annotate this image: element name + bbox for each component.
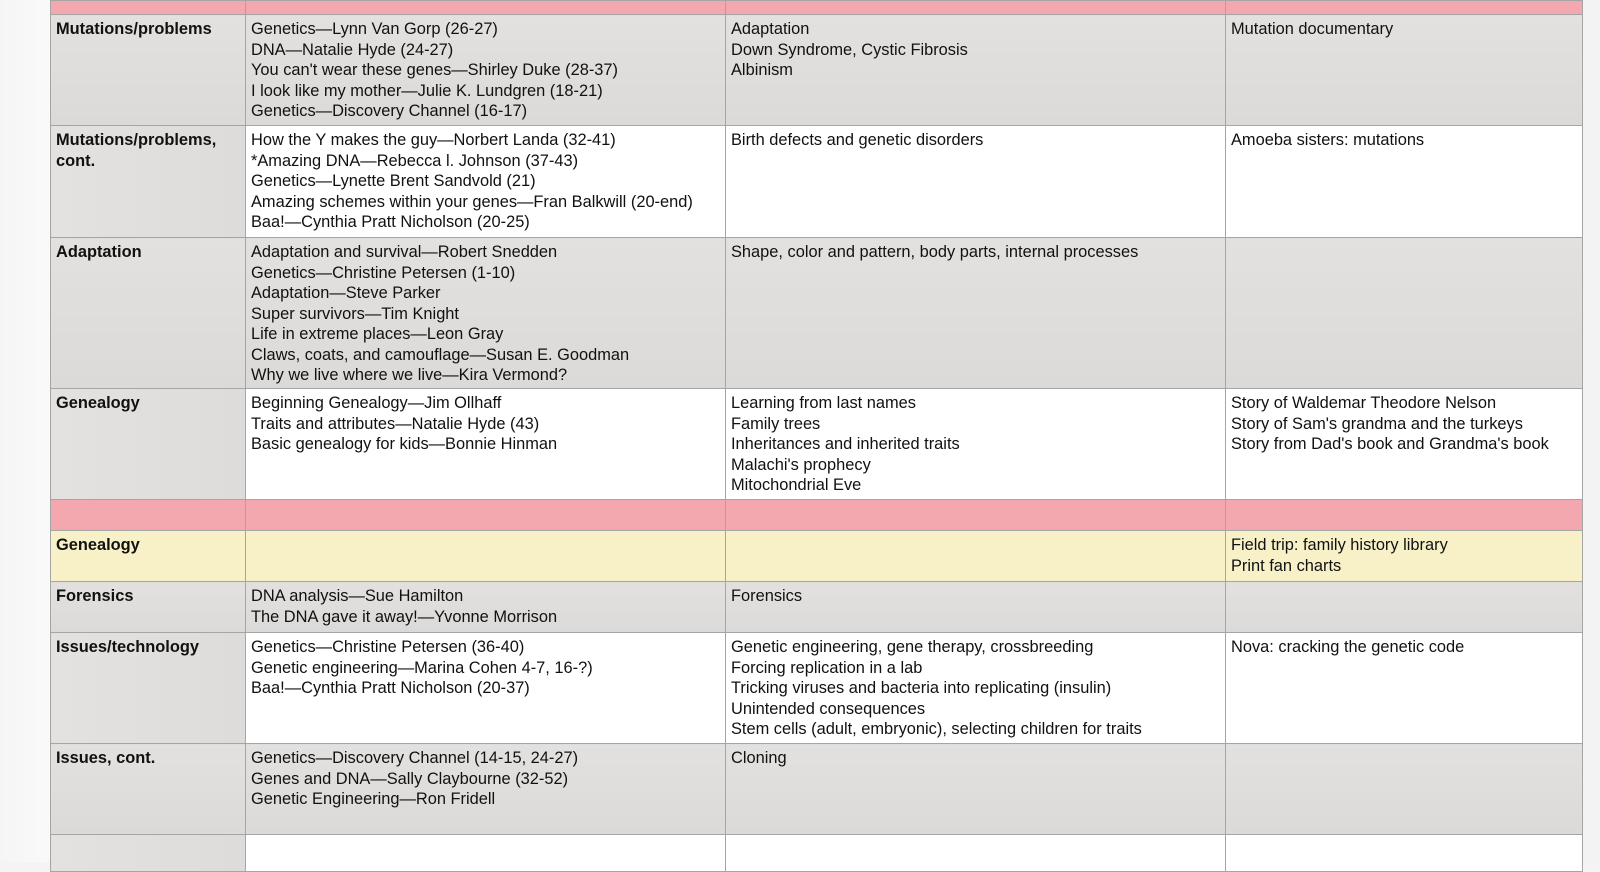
- topic-entry: Malachi's prophecy: [731, 455, 871, 474]
- books-cell: [246, 835, 726, 872]
- activity-entry: Print fan charts: [1231, 556, 1342, 575]
- topics-cell: [726, 238, 1226, 389]
- activities-cell: [1226, 633, 1583, 744]
- topics-cell: [726, 15, 1226, 126]
- topic-entry: Forcing replication in a lab: [731, 658, 923, 677]
- topic-entry: Down Syndrome, Cystic Fibrosis: [731, 40, 968, 59]
- pink-separator-row: [51, 500, 1583, 531]
- book-entry: Genetics—Lynn Van Gorp (26-27): [251, 20, 498, 38]
- row-topic: Genealogy: [51, 389, 246, 500]
- activities-cell: [1226, 582, 1583, 633]
- book-entry: Genetics—Discovery Channel (14-15, 24-27): [251, 749, 579, 767]
- row-topic: Forensics: [51, 582, 246, 633]
- topic-entry: Stem cells (adult, embryonic), selecting children for traits: [731, 720, 1142, 738]
- books-cell: [246, 126, 726, 238]
- curriculum-table: [50, 0, 1583, 872]
- topic-entry: Forensics: [731, 587, 803, 605]
- topic-entry: Adaptation: [731, 20, 810, 38]
- table-row: [51, 582, 1583, 633]
- row-topic: Mutations/problems: [51, 15, 246, 126]
- activities-cell: [1226, 835, 1583, 872]
- book-entry: The DNA gave it away!—Yvonne Morrison: [251, 607, 558, 626]
- topics-cell: [726, 744, 1226, 835]
- topic-entry: Unintended consequences: [731, 699, 926, 718]
- table-cell: [51, 1, 246, 15]
- topic-entry: Genetic engineering, gene therapy, crossbreeding: [731, 638, 1094, 656]
- books-cell: [246, 15, 726, 126]
- topics-cell: [726, 126, 1226, 238]
- topic-entry: Tricking viruses and bacteria into replicating (insulin): [731, 679, 1112, 697]
- book-entry: Baa!—Cynthia Pratt Nicholson (20-25): [251, 213, 530, 231]
- book-entry: Claws, coats, and camouflage—Susan E. Goodman: [251, 345, 630, 364]
- activity-entry: Story of Sam's grandma and the turkeys: [1231, 414, 1523, 433]
- row-topic: Mutations/problems, cont.: [51, 126, 246, 238]
- book-entry: Life in extreme places—Leon Gray: [251, 325, 504, 343]
- book-entry: Basic genealogy for kids—Bonnie Hinman: [251, 435, 558, 453]
- book-entry: DNA analysis—Sue Hamilton: [251, 587, 464, 605]
- activity-entry: Nova: cracking the genetic code: [1231, 638, 1465, 656]
- book-entry: Why we live where we live—Kira Vermond?: [251, 366, 568, 384]
- activity-entry: Amoeba sisters: mutations: [1231, 131, 1425, 149]
- book-entry: Adaptation and survival—Robert Snedden: [251, 243, 558, 261]
- book-entry: You can't wear these genes—Shirley Duke (28-37): [251, 61, 618, 79]
- activity-entry: Field trip: family history library: [1231, 536, 1448, 554]
- topics-cell: [726, 531, 1226, 582]
- book-entry: Genetics—Christine Petersen (1-10): [251, 263, 516, 282]
- row-topic: Adaptation: [51, 238, 246, 389]
- activities-cell: [1226, 126, 1583, 238]
- table-row: [51, 15, 1583, 126]
- books-cell: [246, 582, 726, 633]
- book-entry: Baa!—Cynthia Pratt Nicholson (20-37): [251, 679, 530, 697]
- row-topic: Issues, cont.: [51, 744, 246, 835]
- activity-entry: Mutation documentary: [1231, 20, 1394, 38]
- book-entry: Beginning Genealogy—Jim Ollhaff: [251, 394, 502, 412]
- book-entry: *Amazing DNA—Rebecca l. Johnson (37-43): [251, 151, 579, 170]
- row-topic: [51, 835, 246, 872]
- activities-cell: [1226, 238, 1583, 389]
- topics-cell: [726, 389, 1226, 500]
- table-cell: [246, 1, 726, 15]
- book-entry: How the Y makes the guy—Norbert Landa (32-41): [251, 131, 616, 149]
- activity-entry: Story of Waldemar Theodore Nelson: [1231, 394, 1497, 412]
- table-cell: [726, 500, 1226, 531]
- activities-cell: [1226, 531, 1583, 582]
- books-cell: [246, 389, 726, 500]
- book-entry: Adaptation—Steve Parker: [251, 284, 441, 302]
- topic-entry: Family trees: [731, 414, 821, 433]
- book-entry: Traits and attributes—Natalie Hyde (43): [251, 414, 540, 433]
- book-entry: I look like my mother—Julie K. Lundgren (18-21): [251, 81, 603, 100]
- table-row: [51, 835, 1583, 872]
- topic-entry: Birth defects and genetic disorders: [731, 131, 984, 149]
- topic-entry: Inheritances and inherited traits: [731, 435, 960, 453]
- book-entry: Genetic engineering—Marina Cohen 4-7, 16-?): [251, 658, 593, 677]
- pink-separator-row: [51, 1, 1583, 15]
- books-cell: [246, 531, 726, 582]
- books-cell: [246, 633, 726, 744]
- topic-entry: Shape, color and pattern, body parts, internal processes: [731, 243, 1139, 261]
- table-row: [51, 389, 1583, 500]
- book-entry: DNA—Natalie Hyde (24-27): [251, 40, 454, 59]
- books-cell: [246, 744, 726, 835]
- books-cell: [246, 238, 726, 389]
- book-entry: Genetics—Lynette Brent Sandvold (21): [251, 172, 536, 190]
- row-topic: Genealogy: [51, 531, 246, 582]
- book-entry: Amazing schemes within your genes—Fran Balkwill (20-end): [251, 192, 693, 211]
- book-entry: Genetics—Discovery Channel (16-17): [251, 102, 528, 120]
- activity-entry: Story from Dad's book and Grandma's book: [1231, 435, 1549, 453]
- topics-cell: [726, 835, 1226, 872]
- table-cell: [726, 1, 1226, 15]
- topic-entry: Cloning: [731, 749, 787, 767]
- topics-cell: [726, 633, 1226, 744]
- table-row: [51, 633, 1583, 744]
- book-entry: Super survivors—Tim Knight: [251, 304, 459, 323]
- table-cell: [51, 500, 246, 531]
- table-row: [51, 531, 1583, 582]
- table-row: [51, 126, 1583, 238]
- topic-entry: Learning from last names: [731, 394, 916, 412]
- activities-cell: [1226, 389, 1583, 500]
- table-cell: [1226, 500, 1583, 531]
- row-topic: Issues/technology: [51, 633, 246, 744]
- table-row: [51, 744, 1583, 835]
- activities-cell: [1226, 15, 1583, 126]
- topics-cell: [726, 582, 1226, 633]
- activities-cell: [1226, 744, 1583, 835]
- topic-entry: Mitochondrial Eve: [731, 476, 862, 494]
- book-entry: Genetic Engineering—Ron Fridell: [251, 790, 496, 808]
- table-cell: [246, 500, 726, 531]
- table-row: [51, 238, 1583, 389]
- book-entry: Genetics—Christine Petersen (36-40): [251, 638, 525, 656]
- table-cell: [1226, 1, 1583, 15]
- topic-entry: Albinism: [731, 61, 793, 79]
- book-entry: Genes and DNA—Sally Claybourne (32-52): [251, 769, 569, 788]
